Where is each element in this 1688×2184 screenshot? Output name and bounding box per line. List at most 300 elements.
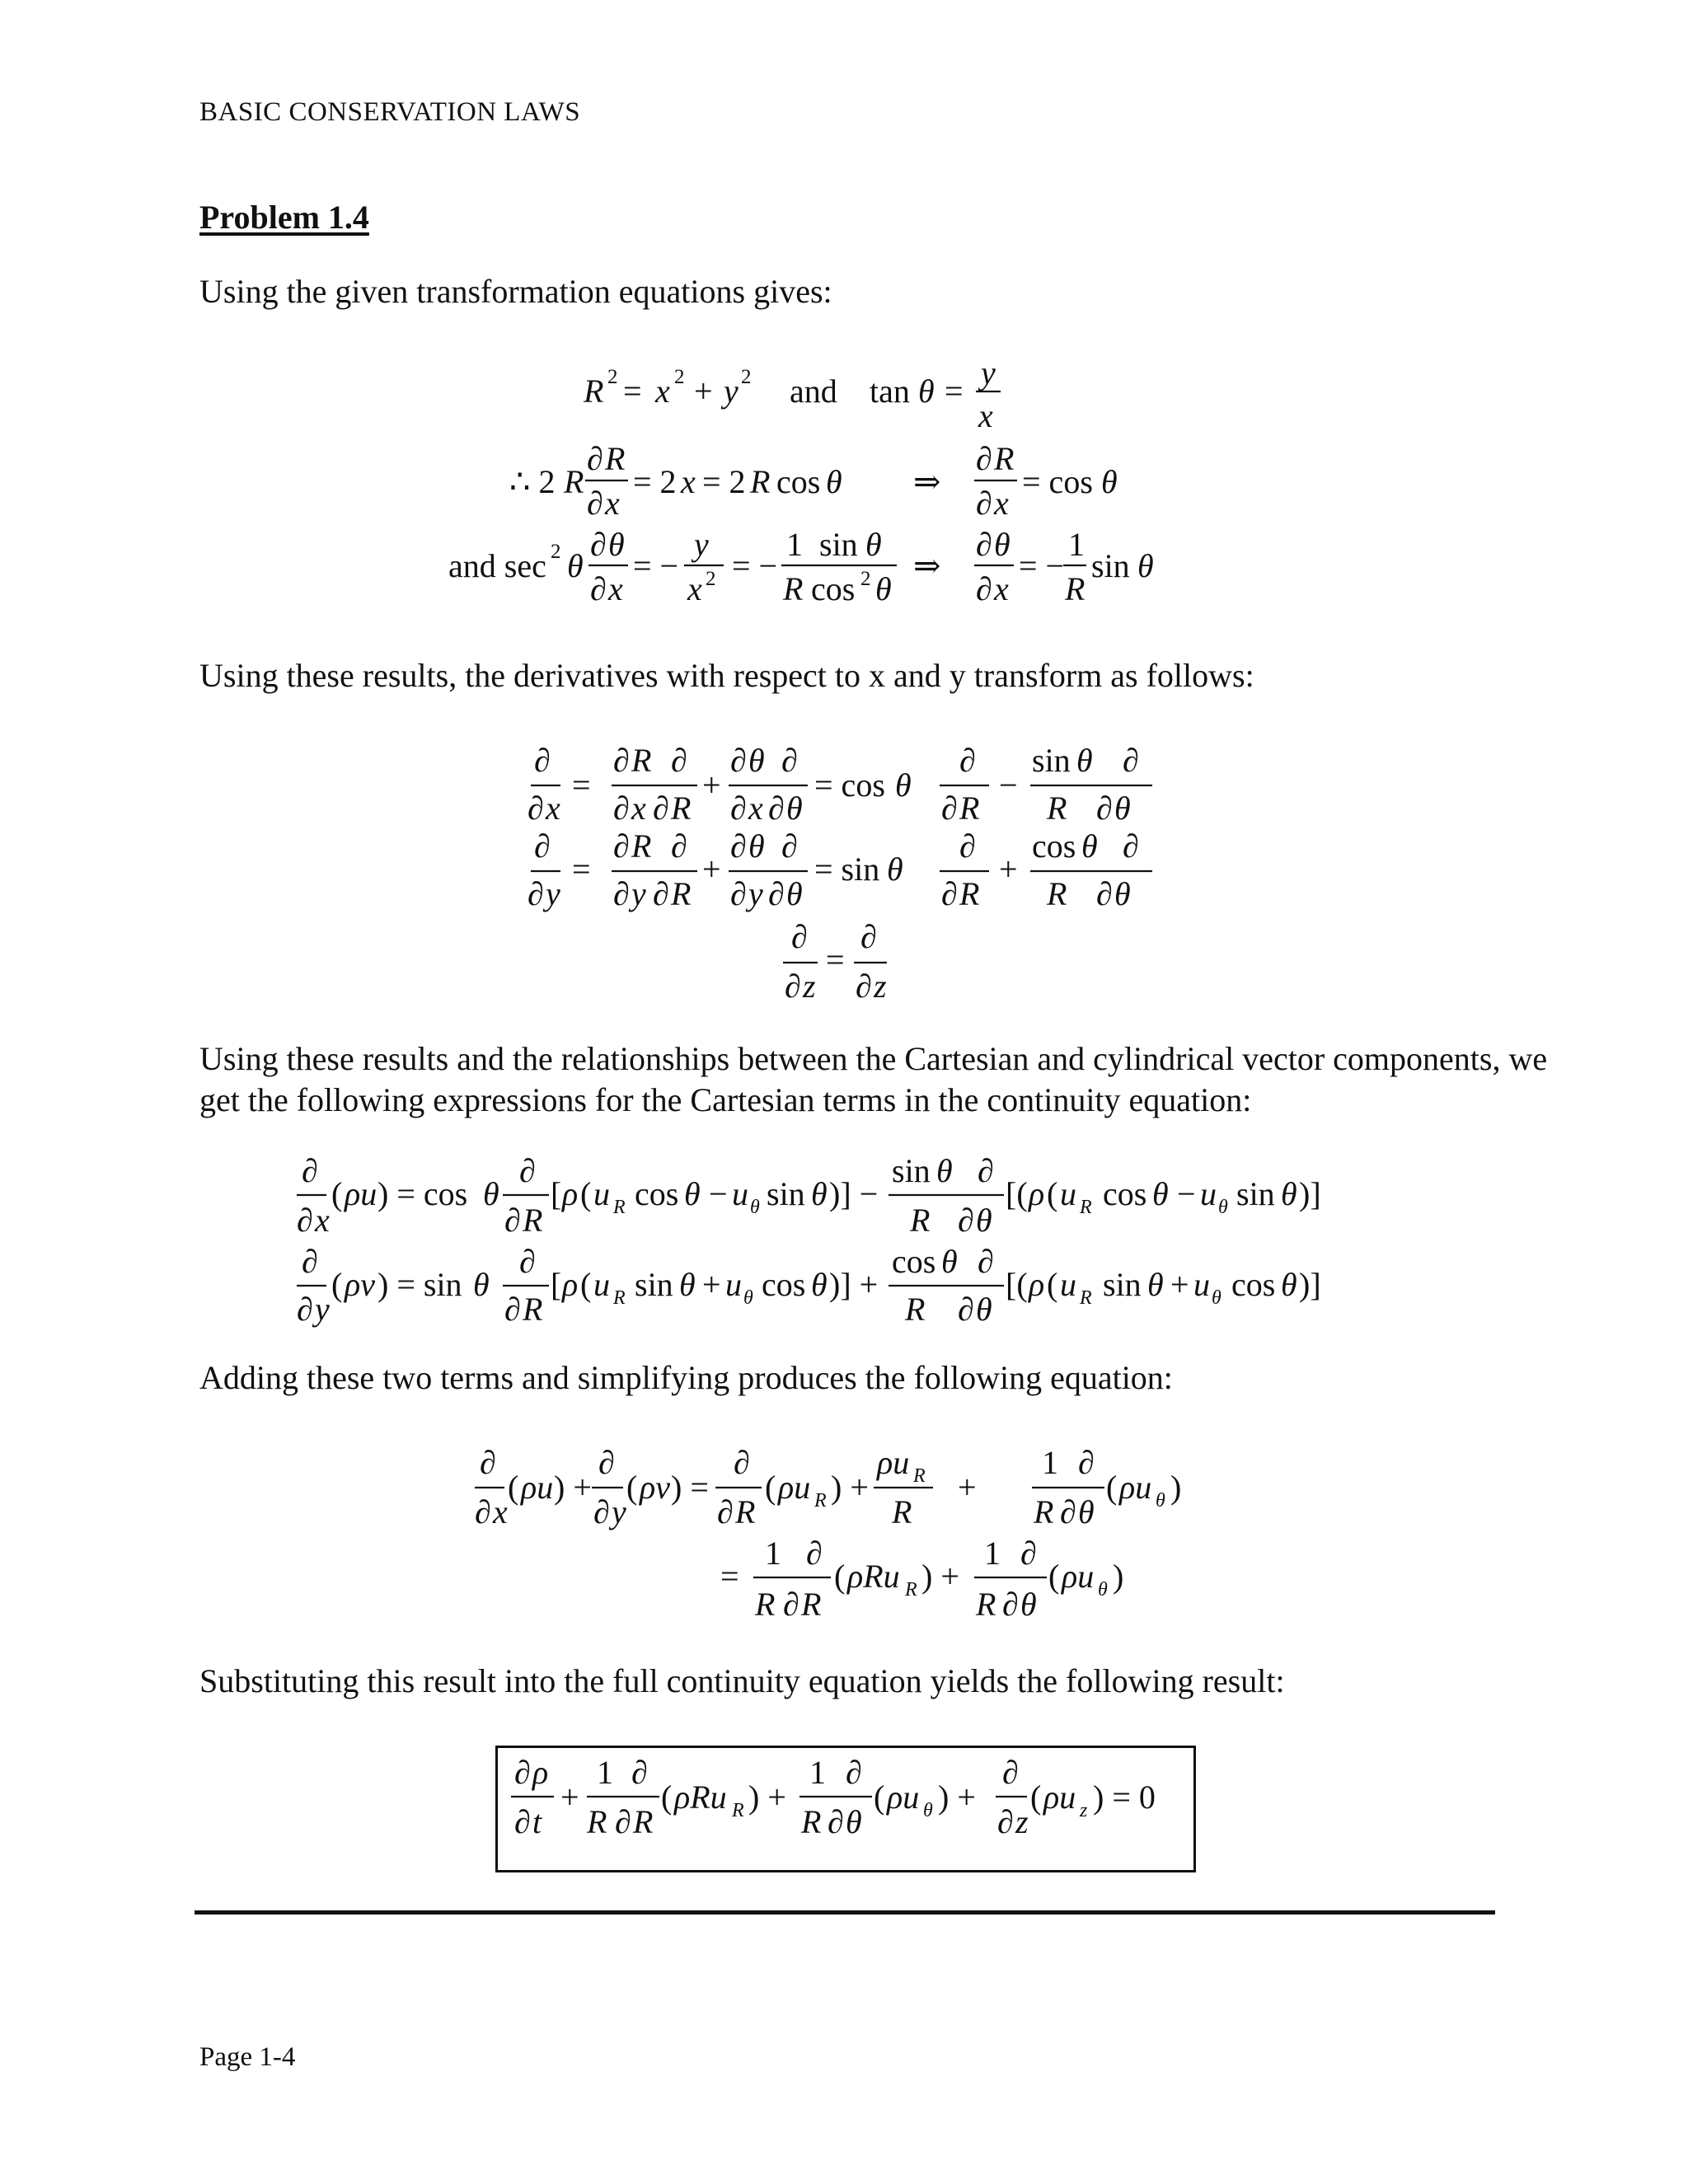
paragraph-derivatives: Using these results, the derivatives with respect to x and y transform as follows: — [199, 657, 1254, 694]
svg-text:θ: θ — [936, 1152, 953, 1189]
svg-text:2: 2 — [674, 366, 685, 388]
svg-text:cos: cos — [1032, 827, 1076, 865]
svg-text:= −: = − — [1019, 547, 1065, 584]
svg-text:∂: ∂ — [590, 526, 607, 563]
svg-text:sin: sin — [892, 1152, 931, 1189]
svg-text:θ: θ — [786, 875, 803, 912]
svg-text:1: 1 — [1068, 526, 1085, 563]
svg-text:2: 2 — [706, 568, 716, 590]
svg-text:y: y — [315, 1291, 330, 1328]
svg-text:and sec: and sec — [448, 547, 546, 584]
svg-text:u: u — [1060, 1266, 1076, 1303]
svg-text:∂: ∂ — [1020, 1535, 1037, 1572]
paragraph-substituting: Substituting this result into the full continuity equation yields the following result: — [199, 1662, 1285, 1699]
svg-text:∂: ∂ — [958, 1202, 974, 1239]
svg-text:(: ( — [661, 1779, 673, 1816]
svg-text:θ: θ — [846, 1803, 862, 1840]
svg-text:[(: [( — [1006, 1175, 1028, 1212]
svg-text:ρu: ρu — [1062, 1558, 1095, 1595]
svg-text:ρu: ρu — [778, 1469, 811, 1506]
svg-text:θ: θ — [923, 1800, 933, 1821]
svg-text:(: ( — [1106, 1469, 1118, 1506]
svg-text:(: ( — [1047, 1175, 1058, 1212]
svg-text:+: + — [694, 373, 713, 410]
svg-text:∂: ∂ — [590, 570, 607, 607]
svg-text:z: z — [1015, 1803, 1029, 1840]
svg-text:∂: ∂ — [781, 827, 798, 865]
svg-text:)] +: )] + — [829, 1266, 879, 1303]
svg-text:∂: ∂ — [791, 918, 808, 955]
svg-text:−: − — [999, 766, 1018, 804]
svg-text:R: R — [1080, 1197, 1092, 1218]
svg-text:θ: θ — [1152, 1175, 1169, 1212]
svg-text:+: + — [958, 1469, 977, 1506]
svg-text:∂: ∂ — [504, 1291, 521, 1328]
svg-text:∴ 2: ∴ 2 — [509, 463, 556, 500]
svg-text:R: R — [910, 1202, 931, 1239]
svg-text:) +: ) + — [938, 1779, 976, 1816]
paragraph-intro: Using the given transformation equations gives: — [199, 273, 832, 310]
svg-text:y: y — [748, 875, 763, 912]
svg-text:∂: ∂ — [785, 968, 801, 1005]
svg-text:∂: ∂ — [615, 1803, 631, 1840]
svg-text:(: ( — [1030, 1779, 1042, 1816]
svg-text:θ: θ — [1101, 463, 1118, 500]
svg-text:∂: ∂ — [1002, 1754, 1019, 1791]
svg-text:∂: ∂ — [828, 1803, 844, 1840]
svg-text:1: 1 — [597, 1754, 613, 1791]
svg-text:cos: cos — [811, 570, 856, 607]
svg-text:⇒: ⇒ — [913, 463, 941, 500]
svg-text:∂: ∂ — [997, 1803, 1014, 1840]
svg-text:1: 1 — [765, 1535, 781, 1572]
svg-text:u: u — [732, 1175, 748, 1212]
svg-text:ρ: ρ — [562, 1266, 579, 1303]
svg-text:R: R — [584, 373, 604, 410]
svg-text:u: u — [593, 1266, 610, 1303]
svg-text:y: y — [631, 875, 646, 912]
svg-text:1: 1 — [786, 526, 803, 563]
svg-text:θ: θ — [887, 851, 903, 888]
svg-text:1: 1 — [1042, 1444, 1058, 1481]
svg-text:∂: ∂ — [528, 875, 544, 912]
svg-text:t: t — [532, 1803, 542, 1840]
svg-text:∂: ∂ — [941, 790, 958, 827]
svg-text:x: x — [681, 463, 696, 500]
svg-text:(: ( — [1048, 1558, 1060, 1595]
svg-text:∂: ∂ — [941, 875, 958, 912]
svg-text:)]: )] — [1299, 1175, 1321, 1212]
svg-text:R: R — [732, 1800, 744, 1821]
svg-text:θ: θ — [976, 1202, 992, 1239]
svg-text:θ: θ — [1081, 827, 1098, 865]
svg-text:(: ( — [580, 1266, 592, 1303]
svg-text:θ: θ — [1218, 1197, 1228, 1218]
svg-text:R: R — [735, 1493, 756, 1530]
svg-text:θ: θ — [811, 1266, 828, 1303]
svg-text:θ: θ — [994, 526, 1010, 563]
svg-text:R: R — [959, 790, 980, 827]
svg-text:x: x — [748, 790, 763, 827]
svg-text:∂: ∂ — [717, 1493, 734, 1530]
svg-text:R: R — [631, 827, 652, 865]
svg-text:y: y — [546, 875, 560, 912]
paragraph-cartesian: Using these results and the relationships between the Cartesian and cylindrical vector components, we get the following expressions for the Cartesian terms in the continuity equation: — [199, 1040, 1548, 1118]
svg-text:θ: θ — [1020, 1586, 1037, 1623]
svg-text:θ: θ — [608, 526, 625, 563]
svg-text:R: R — [1047, 875, 1067, 912]
svg-text:ρ: ρ — [532, 1754, 549, 1791]
svg-text:R: R — [523, 1291, 543, 1328]
svg-text:) = sin: ) = sin — [377, 1266, 462, 1303]
svg-text:θ: θ — [811, 1175, 828, 1212]
svg-text:θ: θ — [941, 1243, 958, 1280]
svg-text:cos: cos — [635, 1175, 679, 1212]
svg-text:∂: ∂ — [519, 1152, 536, 1189]
svg-text:1: 1 — [809, 1754, 826, 1791]
svg-text:R: R — [671, 790, 692, 827]
svg-text:= sin: = sin — [814, 851, 880, 888]
horizontal-rule — [195, 1910, 1495, 1915]
svg-text:sin: sin — [1091, 547, 1130, 584]
svg-text:θ: θ — [895, 766, 912, 804]
svg-text:2: 2 — [741, 366, 752, 388]
svg-text:u: u — [1200, 1175, 1217, 1212]
svg-text:R: R — [1034, 1493, 1054, 1530]
svg-text:∂: ∂ — [781, 742, 798, 779]
svg-text:= cos: = cos — [814, 766, 885, 804]
svg-text:∂: ∂ — [959, 742, 976, 779]
svg-text:∂: ∂ — [959, 827, 976, 865]
svg-text:sin: sin — [1032, 742, 1071, 779]
svg-text:sin: sin — [819, 526, 858, 563]
svg-text:θ: θ — [679, 1266, 696, 1303]
svg-text:∂: ∂ — [613, 827, 630, 865]
svg-text:ρu: ρu — [1043, 1779, 1076, 1816]
svg-text:∂: ∂ — [519, 1243, 536, 1280]
running-header: BASIC CONSERVATION LAWS — [199, 97, 581, 127]
svg-text:θ: θ — [483, 1175, 499, 1212]
svg-text:∂: ∂ — [613, 790, 630, 827]
svg-text:(: ( — [874, 1779, 885, 1816]
svg-text:[: [ — [551, 1175, 562, 1212]
svg-text:∂: ∂ — [806, 1535, 823, 1572]
svg-text:z: z — [803, 968, 816, 1005]
svg-text:x: x — [546, 790, 560, 827]
problem-title: Problem 1.4 — [199, 199, 369, 236]
svg-text:ρu: ρu — [887, 1779, 920, 1816]
svg-text:∂: ∂ — [598, 1444, 615, 1481]
svg-text:= cos: = cos — [1022, 463, 1093, 500]
svg-text:θ: θ — [976, 1291, 992, 1328]
svg-text:u: u — [1193, 1266, 1210, 1303]
svg-text:θ: θ — [1212, 1287, 1221, 1309]
svg-text:ρv: ρv — [345, 1266, 375, 1303]
svg-text:∂: ∂ — [613, 875, 630, 912]
svg-text:ρRu: ρRu — [674, 1779, 727, 1816]
svg-text:∂: ∂ — [730, 790, 747, 827]
svg-text:R: R — [755, 1586, 776, 1623]
svg-text:R: R — [750, 463, 771, 500]
svg-text:θ: θ — [748, 827, 765, 865]
svg-text:θ: θ — [875, 570, 892, 607]
svg-text:x: x — [493, 1493, 508, 1530]
svg-text:θ: θ — [1281, 1266, 1297, 1303]
svg-text:⇒: ⇒ — [913, 547, 941, 584]
svg-text:x: x — [605, 485, 620, 522]
svg-text:∂: ∂ — [976, 570, 992, 607]
svg-text:∂: ∂ — [514, 1803, 531, 1840]
svg-text:= −: = − — [732, 547, 778, 584]
svg-text:θ: θ — [1076, 742, 1093, 779]
svg-text:+: + — [560, 1779, 579, 1816]
svg-text:∂: ∂ — [730, 742, 747, 779]
svg-text:∂: ∂ — [958, 1291, 974, 1328]
svg-text:tan: tan — [870, 373, 910, 410]
svg-text:∂: ∂ — [976, 485, 992, 522]
svg-text:∂: ∂ — [1060, 1493, 1076, 1530]
svg-text:=: = — [572, 851, 591, 888]
svg-text:∂: ∂ — [631, 1754, 648, 1791]
svg-text:θ: θ — [786, 790, 803, 827]
svg-text:ρ: ρ — [1029, 1266, 1045, 1303]
svg-text:R: R — [587, 1803, 607, 1840]
svg-text:cos: cos — [1103, 1175, 1147, 1212]
svg-text:R: R — [801, 1586, 822, 1623]
svg-text:+: + — [1170, 1266, 1189, 1303]
svg-text:2: 2 — [607, 366, 618, 388]
svg-text:θ: θ — [1156, 1490, 1165, 1511]
svg-text:R: R — [905, 1291, 926, 1328]
svg-text:(: ( — [580, 1175, 592, 1212]
svg-text:θ: θ — [865, 526, 882, 563]
svg-text:∂: ∂ — [860, 918, 877, 955]
svg-text:x: x — [994, 570, 1009, 607]
svg-text:y: y — [981, 354, 996, 391]
svg-text:y: y — [612, 1493, 626, 1530]
svg-text:x: x — [994, 485, 1009, 522]
svg-text:x: x — [315, 1202, 330, 1239]
svg-text:∂: ∂ — [976, 440, 992, 477]
svg-text:)] −: )] − — [829, 1175, 879, 1212]
svg-text:sin: sin — [1236, 1175, 1275, 1212]
svg-text:[: [ — [551, 1266, 562, 1303]
svg-text:(: ( — [331, 1266, 343, 1303]
svg-text:ρRu: ρRu — [847, 1558, 900, 1595]
svg-text:x: x — [687, 570, 702, 607]
svg-text:θ: θ — [1114, 790, 1131, 827]
svg-text:)]: )] — [1299, 1266, 1321, 1303]
svg-text:−: − — [1177, 1175, 1196, 1212]
svg-text:(: ( — [626, 1469, 638, 1506]
svg-text:θ: θ — [473, 1266, 490, 1303]
svg-text:∂: ∂ — [534, 742, 551, 779]
svg-text:sin: sin — [767, 1175, 805, 1212]
svg-text:2: 2 — [551, 541, 561, 563]
svg-text:) +: ) + — [831, 1469, 869, 1506]
svg-text:[(: [( — [1006, 1266, 1028, 1303]
svg-text:y: y — [694, 526, 709, 563]
svg-text:∂: ∂ — [768, 875, 785, 912]
svg-text:sin: sin — [635, 1266, 673, 1303]
svg-text:∂: ∂ — [1002, 1586, 1019, 1623]
svg-text:=: = — [623, 373, 642, 410]
svg-text:∂: ∂ — [534, 827, 551, 865]
svg-text:ρu: ρu — [521, 1469, 554, 1506]
svg-text:R: R — [631, 742, 652, 779]
svg-text:∂: ∂ — [297, 1202, 313, 1239]
svg-text:R: R — [783, 570, 804, 607]
svg-text:∂: ∂ — [504, 1202, 521, 1239]
svg-text:ρu: ρu — [1119, 1469, 1152, 1506]
svg-text:R: R — [1047, 790, 1067, 827]
svg-text:R: R — [905, 1579, 917, 1601]
svg-text:R: R — [1080, 1287, 1092, 1309]
svg-text:∂: ∂ — [1078, 1444, 1095, 1481]
svg-text:∂: ∂ — [846, 1754, 862, 1791]
svg-text:ρu: ρu — [345, 1175, 377, 1212]
svg-text:ρu: ρu — [877, 1444, 910, 1481]
svg-text:∂: ∂ — [1096, 875, 1113, 912]
svg-text:= −: = − — [633, 547, 679, 584]
svg-text:R: R — [564, 463, 584, 500]
svg-text:2: 2 — [860, 568, 871, 590]
svg-text:1: 1 — [984, 1535, 1001, 1572]
svg-text:θ: θ — [748, 742, 765, 779]
svg-text:(: ( — [331, 1175, 343, 1212]
svg-text:∂: ∂ — [514, 1754, 531, 1791]
svg-text:=: = — [572, 766, 591, 804]
svg-text:∂: ∂ — [297, 1291, 313, 1328]
svg-text:∂: ∂ — [978, 1152, 994, 1189]
svg-text:and: and — [790, 373, 837, 410]
svg-text:) =: ) = — [671, 1469, 709, 1506]
svg-text:= 2: = 2 — [633, 463, 677, 500]
svg-text:R: R — [613, 1287, 626, 1309]
svg-text:): ) — [1170, 1469, 1182, 1506]
svg-text:∂: ∂ — [593, 1493, 610, 1530]
svg-text:∂: ∂ — [730, 827, 747, 865]
svg-text:u: u — [1060, 1175, 1076, 1212]
svg-text:∂: ∂ — [528, 790, 544, 827]
svg-text:∂: ∂ — [302, 1243, 318, 1280]
svg-text:) +: ) + — [921, 1558, 959, 1595]
svg-text:+: + — [702, 766, 721, 804]
svg-text:x: x — [978, 397, 993, 434]
svg-text:∂: ∂ — [976, 526, 992, 563]
svg-text:R: R — [633, 1803, 654, 1840]
svg-text:x: x — [631, 790, 646, 827]
svg-text:= 2: = 2 — [702, 463, 746, 500]
svg-text:∂: ∂ — [653, 875, 669, 912]
svg-text:R: R — [976, 1586, 996, 1623]
svg-text:R: R — [814, 1490, 827, 1511]
svg-text:(: ( — [834, 1558, 846, 1595]
svg-text:∂: ∂ — [671, 827, 687, 865]
svg-text:cos: cos — [1231, 1266, 1276, 1303]
svg-text:R: R — [913, 1465, 926, 1487]
svg-text:(: ( — [1047, 1266, 1058, 1303]
svg-text:ρ: ρ — [1029, 1175, 1045, 1212]
svg-text:R: R — [801, 1803, 822, 1840]
svg-text:cos: cos — [776, 463, 821, 500]
svg-text:θ: θ — [1098, 1579, 1108, 1601]
svg-text:ρv: ρv — [640, 1469, 670, 1506]
svg-text:+: + — [702, 851, 721, 888]
svg-text:) +: ) + — [748, 1779, 786, 1816]
svg-text:R: R — [523, 1202, 543, 1239]
svg-text:θ: θ — [1114, 875, 1131, 912]
svg-text:y: y — [724, 373, 738, 410]
svg-text:∂: ∂ — [734, 1444, 750, 1481]
svg-text:−: − — [709, 1175, 728, 1212]
svg-text:=: = — [826, 941, 845, 978]
svg-text:=: = — [720, 1558, 739, 1595]
svg-text:(: ( — [508, 1469, 519, 1506]
svg-text:θ: θ — [826, 463, 842, 500]
svg-text:+: + — [702, 1266, 721, 1303]
svg-text:u: u — [725, 1266, 742, 1303]
svg-text:∂: ∂ — [1123, 742, 1139, 779]
svg-text:) +: ) + — [554, 1469, 592, 1506]
svg-text:θ: θ — [750, 1197, 760, 1218]
svg-text:R: R — [994, 440, 1015, 477]
svg-text:cos: cos — [892, 1243, 936, 1280]
svg-text:) = 0: ) = 0 — [1093, 1779, 1156, 1816]
svg-text:θ: θ — [1078, 1493, 1095, 1530]
svg-text:(: ( — [765, 1469, 776, 1506]
svg-text:θ: θ — [1281, 1175, 1297, 1212]
svg-text:R: R — [605, 440, 626, 477]
svg-text:cos: cos — [762, 1266, 806, 1303]
svg-text:x: x — [655, 373, 670, 410]
svg-text:) = cos: ) = cos — [377, 1175, 468, 1212]
svg-text:∂: ∂ — [587, 440, 603, 477]
svg-text:θ: θ — [918, 373, 935, 410]
svg-text:ρ: ρ — [562, 1175, 579, 1212]
svg-text:θ: θ — [684, 1175, 701, 1212]
svg-text:z: z — [874, 968, 887, 1005]
svg-text:∂: ∂ — [475, 1493, 491, 1530]
svg-text:u: u — [593, 1175, 610, 1212]
svg-text:θ: θ — [1147, 1266, 1164, 1303]
page-number: Page 1-4 — [199, 2042, 296, 2072]
svg-text:∂: ∂ — [587, 485, 603, 522]
paragraph-adding: Adding these two terms and simplifying produces the following equation: — [199, 1359, 1173, 1396]
svg-text:=: = — [945, 373, 964, 410]
svg-text:∂: ∂ — [1096, 790, 1113, 827]
svg-text:∂: ∂ — [613, 742, 630, 779]
svg-text:∂: ∂ — [730, 875, 747, 912]
svg-text:R: R — [671, 875, 692, 912]
svg-text:R: R — [959, 875, 980, 912]
svg-text:∂: ∂ — [856, 968, 872, 1005]
svg-text:z: z — [1080, 1800, 1088, 1821]
svg-text:): ) — [1113, 1558, 1124, 1595]
svg-text:+: + — [999, 851, 1018, 888]
svg-text:θ: θ — [567, 547, 584, 584]
svg-text:R: R — [613, 1197, 626, 1218]
svg-text:∂: ∂ — [480, 1444, 496, 1481]
svg-text:x: x — [608, 570, 623, 607]
svg-text:∂: ∂ — [302, 1152, 318, 1189]
svg-text:sin: sin — [1103, 1266, 1142, 1303]
svg-text:R: R — [1065, 570, 1085, 607]
svg-text:∂: ∂ — [978, 1243, 994, 1280]
svg-text:θ: θ — [743, 1287, 753, 1309]
svg-text:R: R — [892, 1493, 912, 1530]
svg-text:∂: ∂ — [1123, 827, 1139, 865]
